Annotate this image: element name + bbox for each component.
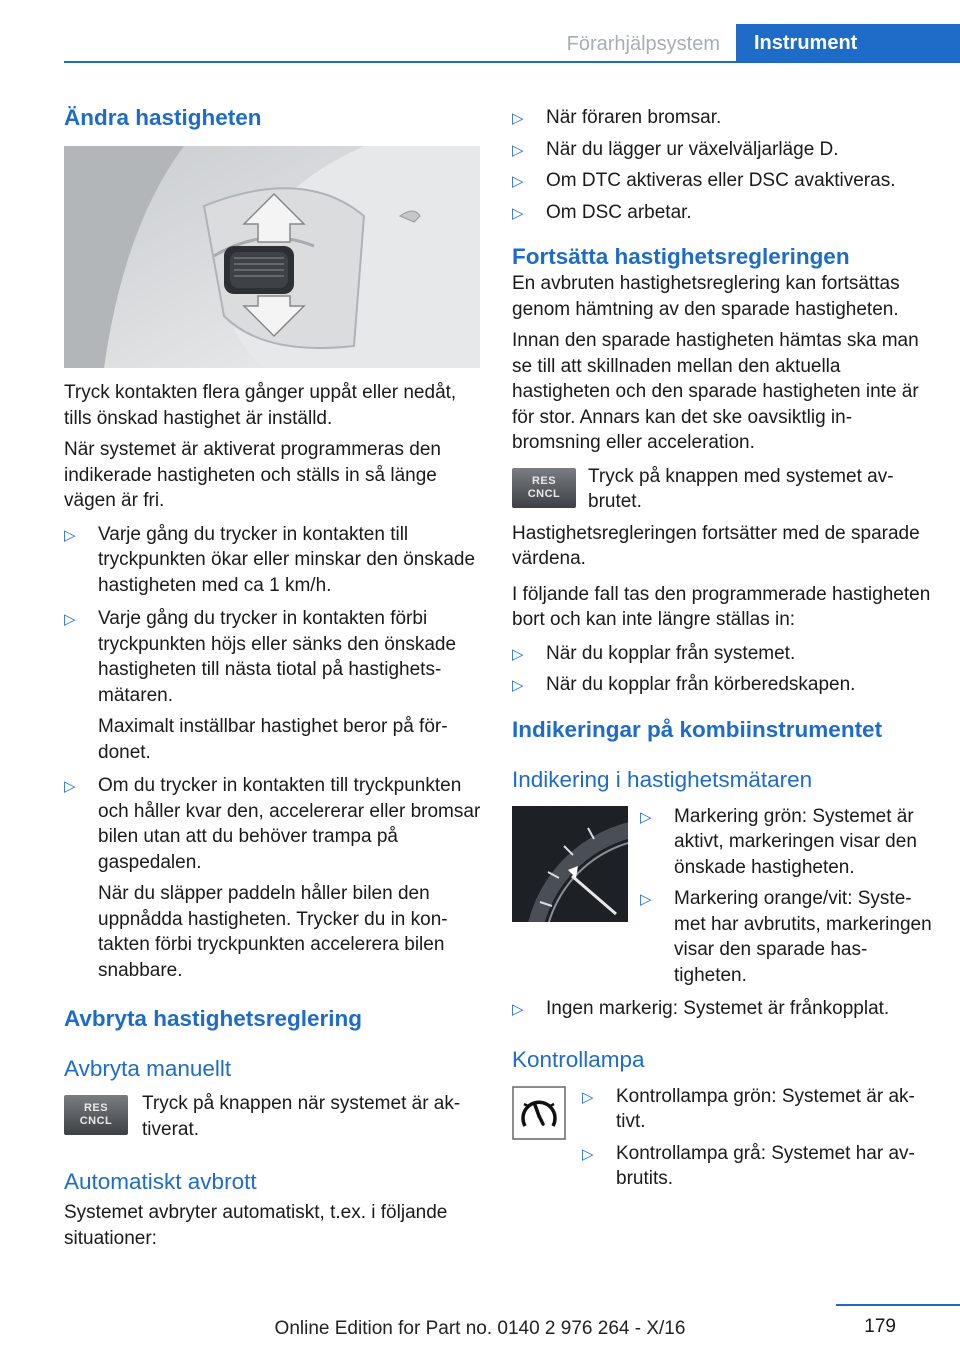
cruise-control-lamp-icon [512,1086,566,1140]
list-item-text: Kontrollampa grön: Systemet är aktivt. [616,1085,915,1132]
heading-indicator-lamp: Kontrollampa [512,1046,645,1072]
list-item-text: Om DTC aktiveras eller DSC avaktiveras. [546,170,896,191]
list-item-text: När föraren bromsar. [546,107,722,128]
list-item-text: När du lägger ur växelväljarläge D. [546,138,839,160]
paragraph-continue-4: I följande fall tas den programmerade hastigheten bort och kan inte längre ställas in: [512,583,931,630]
bullet-triangle-icon: ▷ [512,677,524,694]
bullet-triangle-icon: ▷ [512,1001,524,1018]
res-label: RES [83,1102,109,1114]
list-item-text: Markering grön: Systemet är aktivt, markeringen visar den önskade hastigheten. [674,805,917,878]
footer-rule [836,1304,960,1306]
res-row-continue [512,464,932,515]
list-item-text: Maximalt inställbar hastighet beror på fördonet. [98,716,448,763]
list-item-text: Varje gång du trycker in kontakten förbi tryckpunkten höjs eller sänks den önskade hastigheten till nästa tiotal på hastighetsmätaren. [98,608,457,706]
header-tab-instrument[interactable]: Instrument [736,24,960,63]
list-item-sub [64,714,482,765]
speedometer-row [512,804,932,989]
res-cncl-button-icon [512,468,576,508]
bullet-triangle-icon: ▷ [512,645,524,663]
right-column [512,105,932,1192]
bullet-triangle-icon: ▷ [640,891,652,908]
paragraph-continue-3: Hastighetsregleringen fortsätter med de sparade värdena. [512,522,920,569]
cncl-label: CNCL [527,487,561,500]
list-item-text: Markering orange/vit: Systemet har avbrutits, markeringen visar den sparade hastigheten. [674,888,932,986]
list-item [512,105,932,131]
heading-change-speed: Ändra hastigheten [64,105,262,130]
list-item-text: Kontrollampa grå: Systemet har avbrutits. [616,1142,915,1189]
paragraph-res: Tryck på knappen med systemet avbrutet. [588,465,894,512]
list-item-text: När du kopplar från systemet. [546,642,796,664]
list-item-text: När du kopplar från körberedskapen. [546,674,856,695]
bullet-triangle-icon: ▷ [512,204,524,222]
list-item-text: Om DSC arbetar. [546,201,692,223]
list-item [582,1084,932,1135]
header-rule [64,61,960,63]
list-item [512,996,932,1022]
bullet-triangle-icon: ▷ [582,1145,594,1163]
bullet-triangle-icon: ▷ [582,1088,594,1106]
heading-auto-abort: Automatiskt avbrott [64,1169,257,1194]
list-item [512,672,932,698]
list-item [64,522,482,599]
list-item [64,606,482,708]
list-item-text: Om du trycker in kontakten till tryckpunkten och håller kvar den, accelererar eller bromsar bilen utan att du behöver trampa på gaspedalen. [98,775,481,873]
list-item [64,773,482,875]
page-number: 179 [864,1316,896,1337]
list-item [640,804,932,881]
list-item [512,200,932,226]
bullet-triangle-icon: ▷ [64,611,76,628]
paragraph-press-switch: Tryck kontakten flera gånger uppåt eller nedåt, tills önskad hastighet är inställd. [64,382,457,429]
list-item-sub [64,881,482,983]
speedometer-bullets [640,804,932,989]
res-cncl-button-icon [64,1095,128,1135]
cncl-label: CNCL [79,1115,113,1127]
paragraph-continue-1: En avbruten hastighetsreglering kan fortsättas genom hämtning av den sparade hastigheten. [512,273,900,320]
list-item-text: Varje gång du trycker in kontakten till tryckpunkten ökar eller minskar den önskade hastigheten med ca 1 km/h. [98,523,476,596]
lamp-bullets [582,1084,932,1192]
footer-edition: Online Edition for Part no. 0140 2 976 264 - X/16 [274,1318,686,1339]
bullet-triangle-icon: ▷ [512,173,524,190]
paragraph-continue-2: Innan den sparade hastigheten hämtas ska man se till att skillnaden mellan den aktuella hastigheten och den sparade hastigheten inte är för stor. Annars kan det ske oavsiktlig inbromsning eller acceleration. [512,330,919,453]
list-item [512,168,932,194]
list-item [640,886,932,988]
bullet-triangle-icon: ▷ [640,808,652,826]
heading-speedometer: Indikering i hastighetsmätaren [512,766,813,792]
left-column [64,104,482,1251]
heading-abort: Avbryta hastighetsreglering [64,1006,362,1031]
list-item [582,1141,932,1192]
heading-continue: Fortsätta hastighetsregleringen [512,244,850,269]
bullet-triangle-icon: ▷ [512,110,524,127]
list-item-text: Ingen markerig: Systemet är frånkopplat. [546,998,890,1019]
res-label: RES [531,474,557,487]
bullet-triangle-icon: ▷ [64,778,76,795]
bullet-triangle-icon: ▷ [64,526,76,544]
lamp-row [512,1084,932,1192]
res-row-manual [64,1091,482,1142]
heading-abort-manual: Avbryta manuellt [64,1056,232,1081]
header-section[interactable]: Förarhjälpsystem [566,33,720,55]
paragraph-programmed: När systemet är aktiverat programmeras den indikerade hastigheten och ställs in så länge vägen är fri. [64,439,441,511]
list-item [512,641,932,667]
bullet-triangle-icon: ▷ [512,141,524,159]
paragraph-auto: Systemet avbryter automatiskt, t.ex. i följande situationer: [64,1202,448,1249]
list-item [512,137,932,163]
list-item-text: När du släpper paddeln håller bilen den uppnådda hastigheten. Trycker du in kontakten förbi tryckpunkten accelerera bilen snabbare. [98,883,448,981]
steering-switch-illustration [64,146,480,368]
paragraph-manual: Tryck på knappen när systemet är aktiverat. [142,1093,461,1140]
speedometer-marking-illustration [512,806,628,922]
heading-indications: Indikeringar på kombiinstrumentet [512,716,883,742]
